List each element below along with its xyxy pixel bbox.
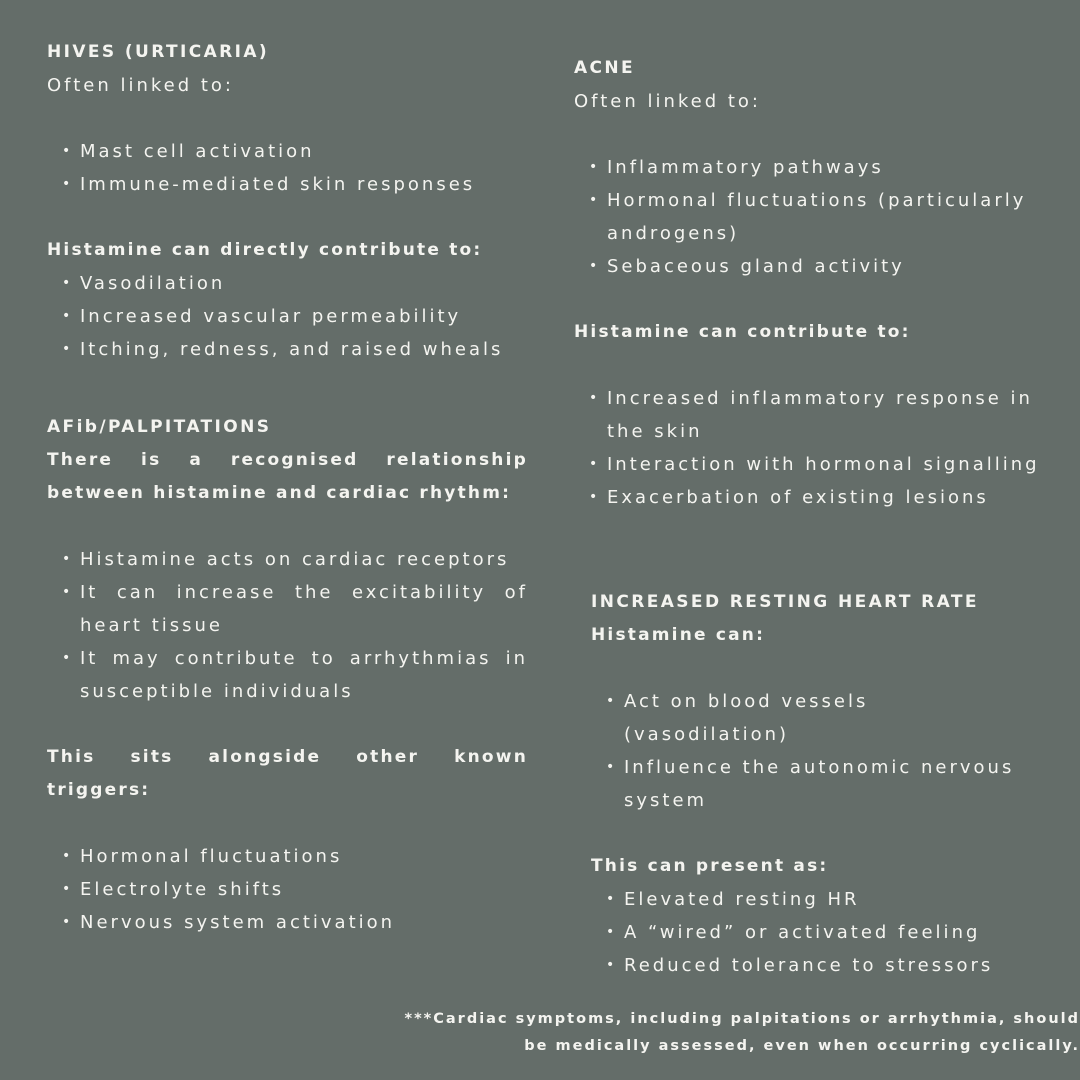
afib-points-list xyxy=(47,543,528,708)
disclaimer-line2: be medically assessed, even when occurring cyclically. xyxy=(524,1038,1080,1054)
heart-rate-title: INCREASED RESTING HEART RATE xyxy=(591,592,979,612)
acne-causes-list xyxy=(574,151,1044,283)
list-item: • Vasodilation xyxy=(47,267,537,300)
list-item: • Mast cell activation xyxy=(47,135,537,168)
hives-effects-list xyxy=(47,267,537,366)
acne-title: ACNE xyxy=(574,58,636,78)
list-item: • Elevated resting HR xyxy=(591,883,1041,916)
heart-rate-subheading: This can present as: xyxy=(591,856,829,876)
list-item: • Hormonal fluctuations (particularly androgens) xyxy=(574,184,1044,250)
hives-intro: Often linked to: xyxy=(47,75,234,96)
afib-triggers-line1: This sits alongside other known xyxy=(47,747,528,767)
heart-rate-points-list xyxy=(591,685,1041,817)
hives-causes-list xyxy=(47,135,537,201)
acne-effects-list xyxy=(574,382,1044,514)
heart-rate-intro: Histamine can: xyxy=(591,625,766,645)
afib-intro-line1: There is a recognised relationship xyxy=(47,450,528,470)
list-item: • Sebaceous gland activity xyxy=(574,250,1044,283)
hives-subheading: Histamine can directly contribute to: xyxy=(47,240,483,260)
list-item: • Increased vascular permeability xyxy=(47,300,537,333)
list-item: • Immune-mediated skin responses xyxy=(47,168,537,201)
list-item: • Interaction with hormonal signalling xyxy=(574,448,1044,481)
list-item: • A “wired” or activated feeling xyxy=(591,916,1041,949)
afib-triggers-list xyxy=(47,840,528,939)
list-item: • Itching, redness, and raised wheals xyxy=(47,333,537,366)
list-item: • Act on blood vessels (vasodilation) xyxy=(591,685,1041,751)
afib-intro-line2: between histamine and cardiac rhythm: xyxy=(47,483,512,503)
list-item: • Influence the autonomic nervous system xyxy=(591,751,1041,817)
afib-title: AFib/PALPITATIONS xyxy=(47,417,272,437)
list-item: • Nervous system activation xyxy=(47,906,528,939)
medical-disclaimer xyxy=(380,1006,1080,1060)
hives-title: HIVES (URTICARIA) xyxy=(47,42,270,62)
list-item: • Histamine acts on cardiac receptors xyxy=(47,543,528,576)
list-item: • It can increase the excitability of heart tissue xyxy=(47,576,528,642)
acne-subheading: Histamine can contribute to: xyxy=(574,322,911,342)
acne-intro: Often linked to: xyxy=(574,91,761,112)
list-item: • Inflammatory pathways xyxy=(574,151,1044,184)
heart-rate-presentations-list xyxy=(591,883,1041,982)
acne-section xyxy=(574,52,1044,514)
hives-section xyxy=(47,36,537,366)
list-item: • Increased inflammatory response in the skin xyxy=(574,382,1044,448)
afib-section xyxy=(47,411,528,939)
list-item: • Electrolyte shifts xyxy=(47,873,528,906)
list-item: • Hormonal fluctuations xyxy=(47,840,528,873)
heart-rate-section xyxy=(591,586,1041,982)
disclaimer-line1: ***Cardiac symptoms, including palpitations or arrhythmia, should xyxy=(404,1011,1080,1027)
list-item: • Reduced tolerance to stressors xyxy=(591,949,1041,982)
list-item: • Exacerbation of existing lesions xyxy=(574,481,1044,514)
afib-triggers-line2: triggers: xyxy=(47,780,151,800)
list-item: • It may contribute to arrhythmias in susceptible individuals xyxy=(47,642,528,708)
